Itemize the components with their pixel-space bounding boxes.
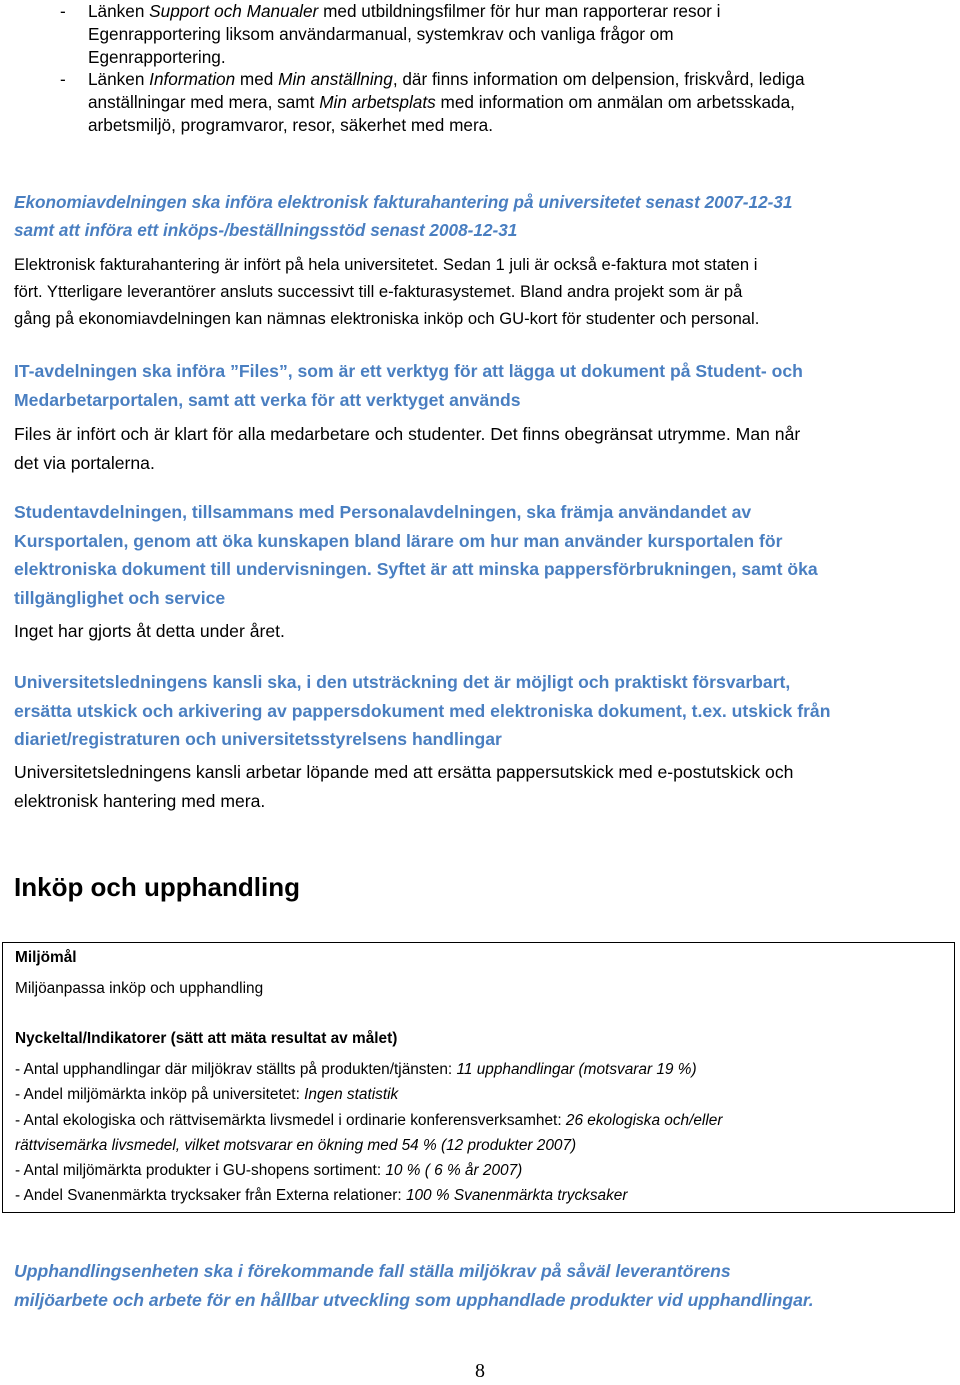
link-name-min-arbetsplats: Min arbetsplats <box>319 92 436 112</box>
indicator-value: rättvisemärka livsmedel, vilket motsvarar en ökning med 54 % (12 produkter 2007) <box>15 1137 577 1154</box>
indicator-row <box>15 1136 576 1156</box>
indicator-text: - Andel Svanenmärkta trycksaker från Externa relationer: <box>15 1187 406 1204</box>
indicator-row <box>15 1060 697 1080</box>
body-line: Files är infört och är klart för alla medarbetare och studenter. Det finns obegränsat utrymme. Man når <box>14 424 801 444</box>
text-run: , där finns information om delpension, friskvård, lediga <box>392 69 805 89</box>
body-line: det via portalerna. <box>14 452 155 473</box>
heading-line: Universitetsledningens kansli ska, i den utsträckning det är möjligt och praktiskt försvarbart, <box>14 672 791 692</box>
indicator-text: - Antal upphandlingar där miljökrav ställts på produkten/tjänsten: <box>15 1061 457 1078</box>
link-name-min-anstallning: Min anställning <box>278 69 393 89</box>
indicators-label: Nyckeltal/Indikatorer (sätt att mäta resultat av målet) <box>15 1030 398 1047</box>
text-run: Länken <box>88 69 150 89</box>
indicator-value: 100 % Svanenmärkta trycksaker <box>405 1187 628 1204</box>
indicator-value: 10 % ( 6 % år 2007) <box>385 1162 523 1179</box>
bullet-line: arbetsmiljö, programvaror, resor, säkerhet med mera. <box>88 115 494 135</box>
bullet-text <box>88 0 938 69</box>
section-heading-kansli <box>14 668 944 754</box>
text-run: med information om anmälan om arbetsskada, <box>435 92 795 112</box>
goal-box <box>2 942 955 1213</box>
heading-line: IT-avdelningen ska införa ”Files”, som är ett verktyg för att lägga ut dokument på Student- och <box>14 361 803 381</box>
heading-line: miljöarbete och arbete för en hållbar utveckling som upphandlade produkter vid upphandlingar. <box>14 1289 814 1310</box>
heading-line: Ekonomiavdelningen ska införa elektronisk fakturahantering på universitetet senast 2007-12-31 <box>14 192 793 212</box>
indicator-row <box>15 1085 398 1105</box>
indicator-text: - Andel miljömärkta inköp på universitetet: <box>15 1086 305 1103</box>
bullet-dash: - <box>60 69 66 89</box>
text-run: med utbildningsfilmer för hur man rapporterar resor i <box>318 1 721 21</box>
heading-line: samt att införa ett inköps-/beställningsstöd senast 2008-12-31 <box>14 220 518 240</box>
body-line: Universitetsledningens kansli arbetar löpande med att ersätta pappersutskick med e-postutskick och <box>14 762 794 782</box>
text-run: Länken <box>88 1 150 21</box>
body-line: elektronisk hantering med mera. <box>14 790 266 811</box>
page-number: 8 <box>475 1360 485 1382</box>
heading-line: diariet/registraturen och universitetsstyrelsens handlingar <box>14 729 502 749</box>
section-heading-it <box>14 357 944 414</box>
heading-line: Kursportalen, genom att öka kunskapen bland lärare om hur man använder kursportalen för <box>14 530 783 551</box>
section-body-ekonomi <box>14 251 944 332</box>
section-heading-ekonomi <box>14 188 944 244</box>
link-name-information: Information <box>149 69 236 89</box>
heading-line: Medarbetarportalen, samt att verka för att verktyget används <box>14 389 521 410</box>
body-line: Elektronisk fakturahantering är infört på hela universitetet. Sedan 1 juli är också e-faktura mot staten i <box>14 255 758 274</box>
link-name-support: Support och Manualer <box>149 1 319 21</box>
text-run: anställningar med mera, samt <box>88 92 320 112</box>
indicator-row <box>15 1186 628 1206</box>
bullet-dash: - <box>60 1 66 21</box>
bullet-text <box>88 68 938 137</box>
indicator-text: - Antal ekologiska och rättvisemärkta livsmedel i ordinarie konferensverksamhet: <box>15 1112 566 1129</box>
section-body-student <box>14 617 944 646</box>
goal-label: Miljömål <box>15 949 77 966</box>
body-line: fört. Ytterligare leverantörer ansluts successivt till e-fakturasystemet. Bland andra projekt som är på <box>14 282 743 301</box>
heading-line: elektroniska dokument till undervisningen. Syftet är att minska pappersförbrukningen, samt öka <box>14 559 818 579</box>
goal-text: Miljöanpassa inköp och upphandling <box>15 980 264 997</box>
bullet-line: Egenrapportering liksom användarmanual, systemkrav och vanliga frågor om <box>88 24 674 44</box>
heading-line: Upphandlingsenheten ska i förekommande fall ställa miljökrav på såväl leverantörens <box>14 1261 731 1281</box>
section-body-it <box>14 420 944 477</box>
text-run: med <box>235 69 279 89</box>
heading-line: ersätta utskick och arkivering av pappersdokument med elektroniska dokument, t.ex. utskick från <box>14 700 831 721</box>
indicator-value: 26 ekologiska och/eller <box>565 1112 723 1129</box>
indicator-text: - Antal miljömärkta produkter i GU-shopens sortiment: <box>15 1162 386 1179</box>
bullet-line <box>88 91 938 114</box>
bullet-line: Egenrapportering. <box>88 47 226 67</box>
heading-line: Studentavdelningen, tillsammans med Personalavdelningen, ska främja användandet av <box>14 502 752 522</box>
indicator-row <box>15 1111 722 1131</box>
section-heading-upphandling <box>14 1257 944 1314</box>
body-line: gång på ekonomiavdelningen kan nämnas elektroniska inköp och GU-kort för studenter och personal. <box>14 309 760 328</box>
indicator-value: Ingen statistik <box>304 1086 399 1103</box>
indicator-value: 11 upphandlingar (motsvarar 19 %) <box>456 1061 697 1078</box>
indicator-row <box>15 1161 522 1181</box>
body-line: Inget har gjorts åt detta under året. <box>14 621 285 641</box>
bullet-line <box>88 68 938 91</box>
section-heading-student <box>14 498 944 612</box>
section-body-kansli <box>14 758 944 815</box>
bullet-line <box>88 0 938 23</box>
heading-line: tillgänglighet och service <box>14 587 226 608</box>
section-title: Inköp och upphandling <box>14 872 300 902</box>
